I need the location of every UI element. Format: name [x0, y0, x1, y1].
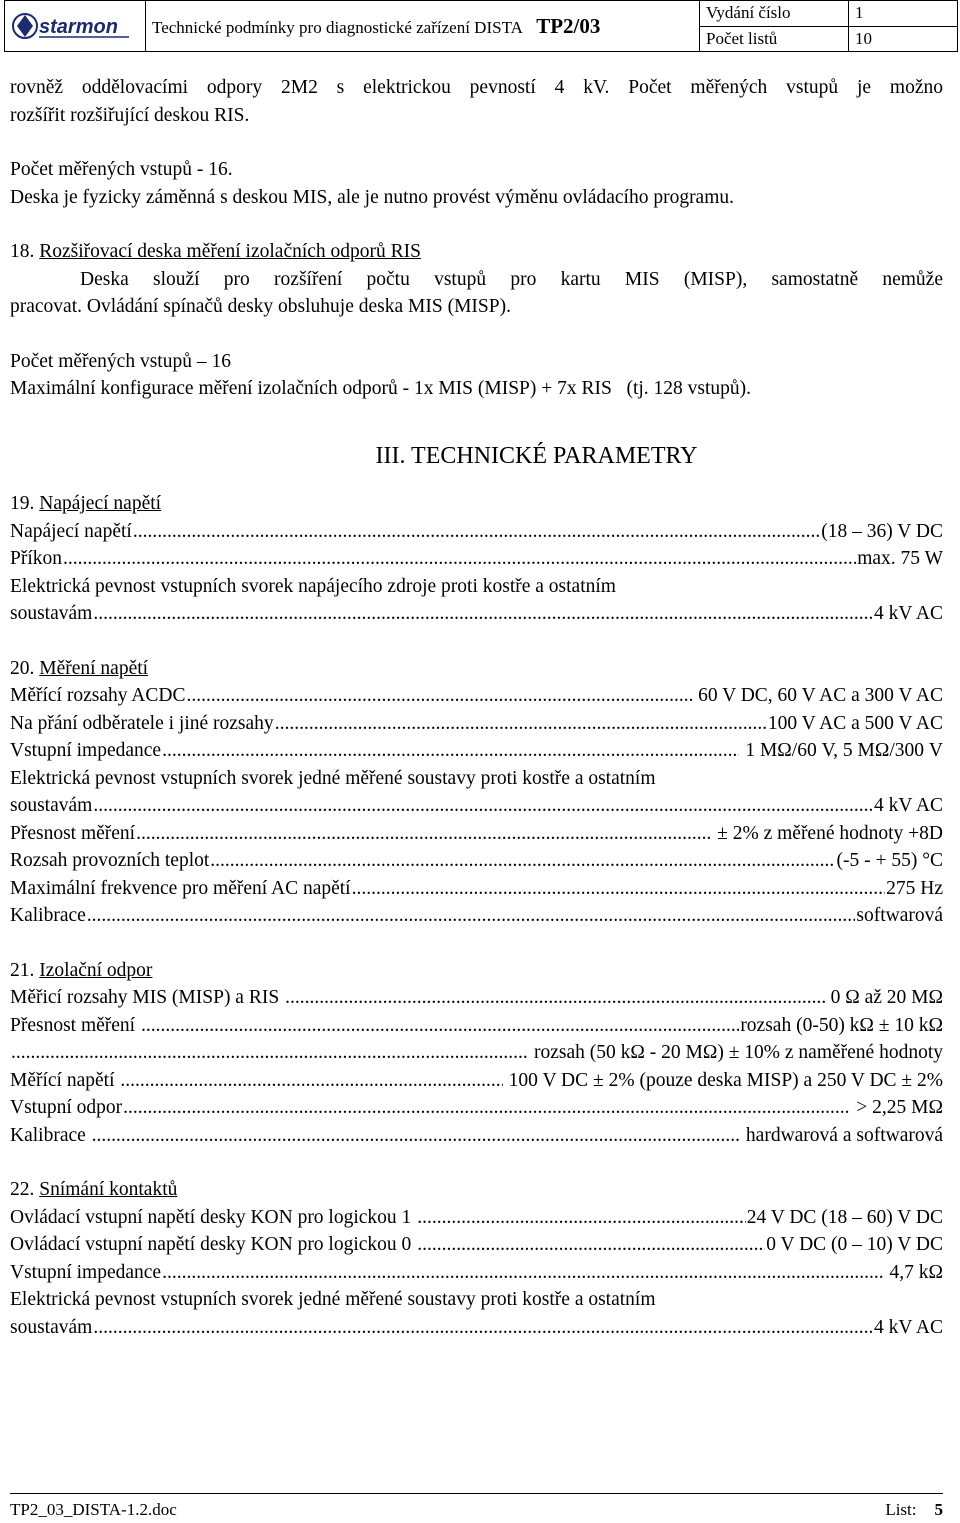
param-value: 60 V DC, 60 V AC a 300 V AC	[693, 685, 943, 706]
section-19-rows	[10, 518, 943, 573]
section-18-line-1: Deska slouží pro rozšíření počtu vstupů pro kartu MIS (MISP), samostatně nemůže	[80, 268, 943, 290]
starmon-logo	[11, 2, 139, 50]
param-value: 275 Hz	[886, 877, 943, 899]
leader-dots	[352, 875, 886, 903]
param-row	[10, 600, 943, 628]
section-22-long-label: Elektrická pevnost vstupních svorek jedné měřené soustavy proti kostře a ostatním	[10, 1289, 656, 1310]
footer-page	[885, 1500, 943, 1520]
leader-dots	[92, 1122, 740, 1150]
param-label: Ovládací vstupní napětí desky KON pro logickou 1	[10, 1206, 417, 1228]
section-18-heading	[10, 238, 943, 266]
param-row	[10, 737, 943, 765]
section-18-title: Rozšiřovací deska měření izolačních odporů RIS	[39, 241, 422, 262]
document-header	[4, 0, 958, 52]
param-value: 0 V DC (0 – 10) V DC	[766, 1234, 943, 1255]
section-20-title: Měření napětí	[39, 657, 149, 679]
section-22-rows	[10, 1204, 943, 1287]
section-19-number: 19.	[10, 493, 35, 514]
section-20-long-label: Elektrická pevnost vstupních svorek jedné měřené soustavy proti kostře a ostatním	[10, 767, 656, 789]
param-row	[10, 1259, 943, 1287]
leader-dots	[63, 545, 856, 573]
doc-code: TP2/03	[536, 13, 601, 38]
leader-dots	[136, 820, 711, 848]
issue-value: 1	[849, 1, 958, 27]
param-label: Rozsah provozních teplot	[10, 850, 210, 871]
section-20-heading	[10, 655, 943, 683]
param-label: Maximální frekvence pro měření AC napětí	[10, 877, 351, 899]
footer-page-label: List:	[885, 1500, 917, 1519]
param-label: soustavám	[10, 1316, 93, 1338]
param-value: 4 kV AC	[874, 795, 943, 816]
section-19-title: Napájecí napětí	[39, 493, 162, 514]
param-value: 100 V AC a 500 V AC	[767, 712, 943, 734]
section-21-heading	[10, 957, 943, 985]
param-label: Vstupní impedance	[10, 740, 162, 761]
page-content	[10, 74, 943, 1341]
leader-dots	[141, 1012, 739, 1040]
leader-dots	[93, 1314, 873, 1342]
param-value: ± 2% z měřené hodnoty +8D	[712, 822, 943, 844]
leader-dots	[417, 1231, 765, 1259]
section-20-rows-a	[10, 682, 943, 765]
section-18-line-4: Maximální konfigurace měření izolačních odporů - 1x MIS (MISP) + 7x RIS (tj. 128 vstupů).	[10, 378, 752, 399]
param-row	[10, 518, 943, 546]
param-row	[10, 710, 943, 738]
pages-value: 10	[849, 26, 958, 52]
param-label: Na přání odběratele i jiné rozsahy	[10, 712, 274, 734]
param-label: Ovládací vstupní napětí desky KON pro logickou 0	[10, 1234, 417, 1255]
leader-dots	[275, 710, 767, 738]
param-value: 0 Ω až 20 MΩ	[825, 987, 943, 1008]
leader-dots	[11, 1039, 528, 1067]
param-row	[10, 792, 943, 820]
param-label: Přesnost měření	[10, 822, 136, 844]
param-value: > 2,25 MΩ	[851, 1097, 943, 1118]
starmon-logo-icon	[11, 6, 131, 46]
param-label: Vstupní impedance	[10, 1261, 162, 1283]
leader-dots	[162, 1259, 884, 1287]
chapter-heading: III. TECHNICKÉ PARAMETRY	[375, 442, 698, 469]
doc-title: Technické podmínky pro diagnostické zařízení DISTA	[152, 17, 522, 37]
leader-dots	[133, 518, 820, 546]
intro-line-3: Počet měřených vstupů - 16.	[10, 159, 233, 180]
section-20-rows-b	[10, 820, 943, 930]
param-value: max. 75 W	[857, 548, 943, 569]
param-label: soustavám	[10, 603, 93, 624]
section-20-number: 20.	[10, 657, 35, 679]
param-value: 100 V DC ± 2% (pouze deska MISP) a 250 V DC ± 2%	[503, 1069, 943, 1091]
issue-label: Vydání číslo	[700, 1, 849, 27]
footer-page-value: 5	[934, 1500, 943, 1519]
leader-dots	[210, 847, 835, 875]
leader-dots	[123, 1094, 850, 1122]
leader-dots	[186, 682, 692, 710]
param-row	[10, 682, 943, 710]
param-row	[10, 1204, 943, 1232]
logo-cell	[5, 1, 146, 52]
pages-label: Počet listů	[700, 26, 849, 52]
param-value: 4,7 kΩ	[884, 1261, 943, 1283]
section-19-heading	[10, 490, 943, 518]
section-22-number: 22.	[10, 1179, 35, 1200]
param-value: softwarová	[856, 905, 943, 926]
param-label: Měřící rozsahy ACDC	[10, 685, 186, 706]
section-19-long-label: Elektrická pevnost vstupních svorek napájecího zdroje proti kostře a ostatním	[10, 575, 616, 597]
footer-filename: TP2_03_DISTA-1.2.doc	[10, 1500, 177, 1519]
param-value: rozsah (0-50) kΩ ± 10 kΩ	[740, 1014, 943, 1036]
param-value: (18 – 36) V DC	[821, 520, 943, 542]
param-row	[10, 1122, 943, 1150]
section-18-number: 18.	[10, 241, 35, 262]
section-18-line-3: Počet měřených vstupů – 16	[10, 350, 231, 372]
param-row	[10, 545, 943, 573]
param-value: rozsah (50 kΩ - 20 MΩ) ± 10% z naměřené hodnoty	[529, 1042, 943, 1063]
svg-text:starmon: starmon	[39, 16, 118, 38]
intro-line-1: rovněž oddělovacími odpory 2M2 s elektrickou pevností 4 kV. Počet měřených vstupů je možno	[10, 77, 943, 98]
param-row	[10, 820, 943, 848]
param-row	[10, 1314, 943, 1342]
section-21-rows	[10, 984, 943, 1149]
section-22-title: Snímání kontaktů	[39, 1179, 178, 1200]
leader-dots	[93, 792, 873, 820]
param-value: 4 kV AC	[874, 603, 943, 624]
section-21-title: Izolační odpor	[39, 959, 153, 981]
param-label: Kalibrace	[10, 905, 86, 926]
param-label: Napájecí napětí	[10, 520, 132, 542]
param-label: Měřicí rozsahy MIS (MISP) a RIS	[10, 987, 285, 1008]
param-row	[10, 1039, 943, 1067]
param-row	[10, 1231, 943, 1259]
page-footer	[10, 1493, 943, 1520]
leader-dots	[93, 600, 873, 628]
param-label: Příkon	[10, 548, 63, 569]
section-22-heading	[10, 1176, 943, 1204]
param-label: Kalibrace	[10, 1124, 91, 1146]
leader-dots	[285, 984, 825, 1012]
param-label: Vstupní odpor	[10, 1097, 123, 1118]
param-value: 24 V DC (18 – 60) V DC	[746, 1206, 943, 1228]
param-value: (-5 - + 55) °C	[836, 850, 943, 871]
param-value: 1 MΩ/60 V, 5 MΩ/300 V	[740, 740, 943, 761]
param-label: Měřící napětí	[10, 1069, 120, 1091]
leader-dots	[87, 902, 856, 930]
param-row	[10, 1012, 943, 1040]
param-row	[10, 984, 943, 1012]
param-row	[10, 902, 943, 930]
param-row	[10, 1067, 943, 1095]
section-18-line-2: pracovat. Ovládání spínačů desky obsluhuje deska MIS (MISP).	[10, 296, 511, 317]
leader-dots	[417, 1204, 746, 1232]
intro-line-2: rozšířit rozšiřující deskou RIS.	[10, 104, 250, 126]
intro-line-4: Deska je fyzicky záměnná s deskou MIS, ale je nutno provést výměnu ovládacího programu.	[10, 186, 735, 208]
param-label: soustavám	[10, 795, 93, 816]
section-21-number: 21.	[10, 959, 35, 981]
param-label: Přesnost měření	[10, 1014, 140, 1036]
leader-dots	[120, 1067, 502, 1095]
param-row	[10, 875, 943, 903]
param-value: 4 kV AC	[874, 1316, 943, 1338]
param-row	[10, 847, 943, 875]
leader-dots	[162, 737, 739, 765]
param-row	[10, 1094, 943, 1122]
doc-title-cell	[146, 1, 700, 52]
param-value: hardwarová a softwarová	[741, 1124, 943, 1146]
